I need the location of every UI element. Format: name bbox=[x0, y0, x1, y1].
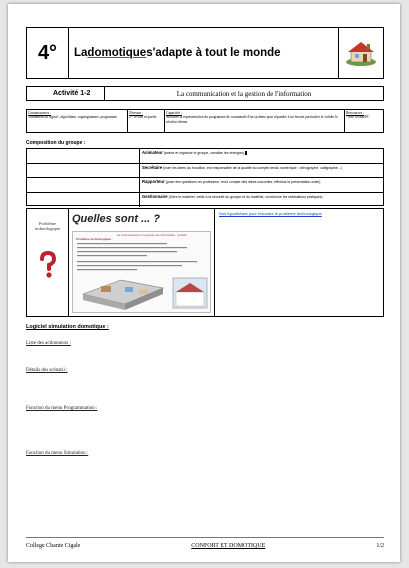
section-logiciel: Logiciel simulation domotique : bbox=[26, 324, 109, 330]
probleme-cell bbox=[27, 209, 69, 316]
document-title bbox=[69, 28, 339, 78]
header-table bbox=[26, 27, 384, 79]
embedded-document-image bbox=[72, 231, 211, 313]
document-preview-cell bbox=[69, 209, 215, 316]
activity-label: Activité 1-2 bbox=[27, 87, 105, 100]
title-suffix: s'adapte à tout le monde bbox=[146, 47, 281, 59]
hypotheses-cell[interactable] bbox=[215, 209, 383, 316]
groupe-row bbox=[27, 193, 383, 208]
groupe-row bbox=[27, 178, 383, 193]
smart-house-icon bbox=[339, 28, 383, 78]
member-name-field[interactable] bbox=[27, 193, 140, 208]
probleme-label: Problème technologique bbox=[34, 221, 61, 231]
groupe-label: Composition du groupe : bbox=[26, 140, 86, 146]
competences-table bbox=[26, 109, 384, 133]
groupe-row bbox=[27, 164, 383, 179]
footer-school: College Chante Cigale bbox=[26, 543, 81, 549]
section-scenarii: Détails des scénarii : bbox=[26, 368, 68, 373]
groupe-table bbox=[26, 148, 384, 206]
member-name-field[interactable] bbox=[27, 178, 140, 192]
inner-subtitle: Problème technologique bbox=[76, 237, 112, 241]
section-simulation: Fonction du menu Simulation : bbox=[26, 451, 89, 456]
role-description: Rapporteur (pose des questions au professeur, rend compte des idées nouvelles, effectue la présentation orale) bbox=[142, 179, 321, 184]
title-prefix: La bbox=[74, 47, 88, 59]
member-name-field[interactable] bbox=[27, 149, 140, 163]
quelles-heading: Quelles sont ... ? bbox=[72, 213, 161, 225]
section-programmation: Fonction du menu Programmation : bbox=[26, 406, 98, 411]
document-page bbox=[8, 4, 400, 562]
role-description: Gestionnaire (Gère le matériel, veille à la sécurité du groupe et du matériel, coordonne les réalisations pratiques) bbox=[142, 193, 323, 199]
capacites-cell bbox=[165, 110, 345, 132]
niveaux-text: 2 - Je sais en parler bbox=[129, 115, 157, 120]
ressources-text: - Site TechnoPC bbox=[346, 115, 370, 120]
capacites-title: Capacités : bbox=[166, 111, 182, 115]
house-plan-illustration bbox=[73, 232, 212, 314]
activity-row bbox=[26, 86, 384, 101]
footer-divider bbox=[26, 537, 384, 538]
activity-title: La communication et la gestion de l'information bbox=[176, 89, 312, 98]
page-footer bbox=[26, 543, 384, 549]
ressources-cell bbox=[345, 110, 383, 132]
connaissances-title: Connaissances : bbox=[28, 111, 52, 115]
section-actionneurs: Liste des actionneurs : bbox=[26, 341, 71, 346]
hypotheses-label: Nos hypothèses pour résoudre le problème technologique bbox=[219, 211, 322, 216]
connaissances-text: Traitement du signal ; algorithme, organigramme, programme bbox=[28, 115, 118, 120]
groupe-row bbox=[27, 149, 383, 164]
question-mark-icon bbox=[27, 251, 68, 280]
title-underlined: domotique bbox=[87, 47, 147, 59]
niveaux-title: Niveaux : bbox=[129, 111, 144, 115]
role-description: Secrétaire (note les idées du brouillon, est responsable de la qualité du compte-rendu numérique : orthographe, calligraphie...) bbox=[142, 164, 343, 170]
member-name-field[interactable] bbox=[27, 164, 140, 178]
inner-header: La communication et la gestion de l'information - Activité bbox=[117, 233, 187, 237]
capacites-text: Modifier la représentation du programme de commande d'un système pour répondre à un besoin particulier et valider le résultat obtenu. bbox=[166, 115, 338, 124]
connaissances-cell bbox=[27, 110, 128, 132]
probleme-block bbox=[26, 208, 384, 317]
grade-level: 4° bbox=[27, 28, 69, 78]
niveaux-cell bbox=[128, 110, 165, 132]
footer-page-number: 1/2 bbox=[376, 543, 384, 549]
role-description: Animateur (anime et organise le groupe, canalise les énergies) bbox=[140, 149, 383, 163]
ressources-title: Ressources : bbox=[346, 111, 365, 115]
footer-course: CONFORT ET DOMOTIQUE bbox=[191, 543, 266, 549]
